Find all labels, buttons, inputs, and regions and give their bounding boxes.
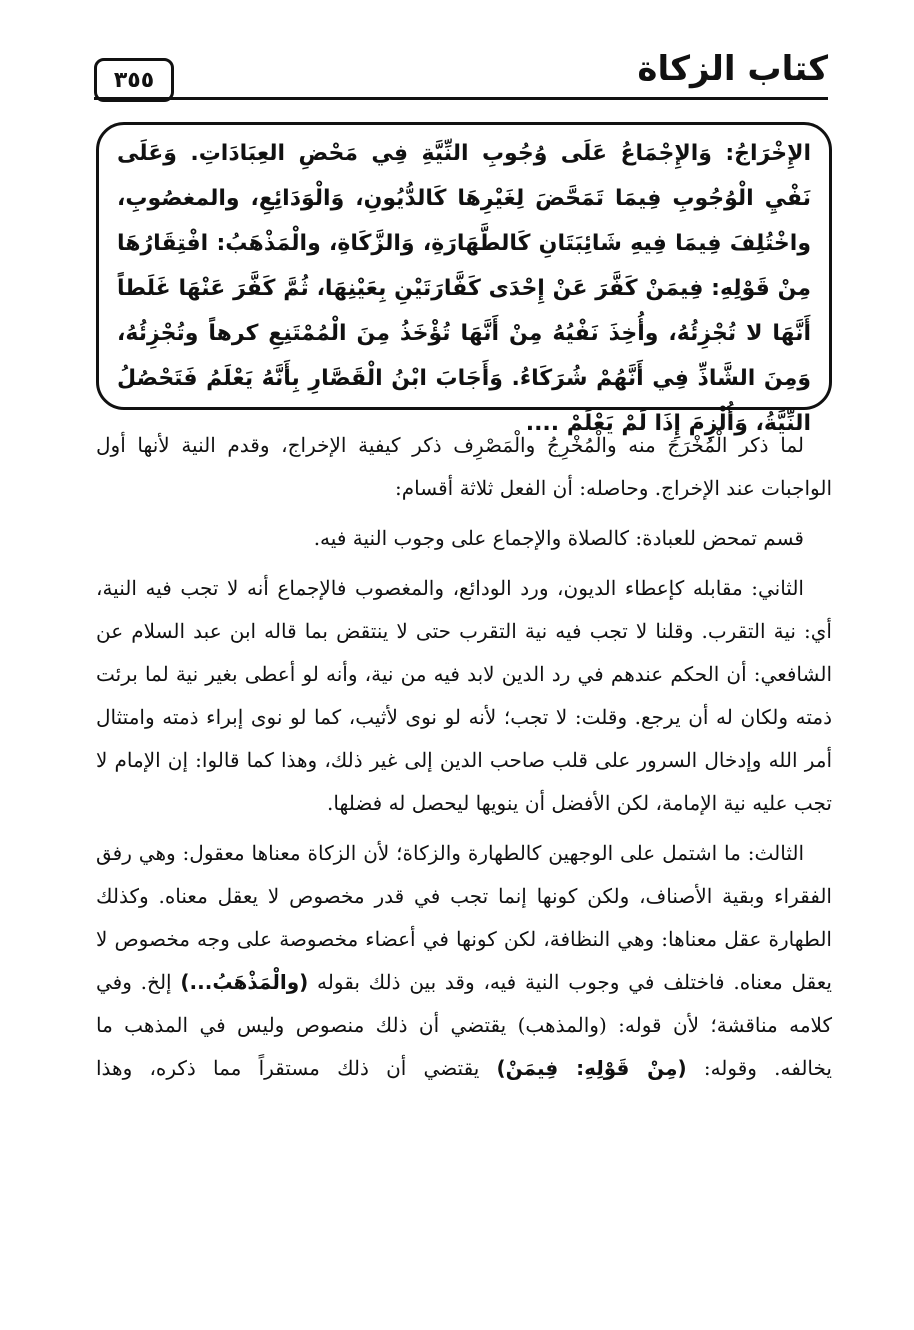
paragraph-4-text-middle: إلخ. وفي كلامه مناقشة؛ لأن قوله: (والمذهب) يقتضي أن ذلك منصوص وليس في المذهب ما يخالفه. وقوله:	[96, 970, 832, 1080]
commentary-paragraph-3: الثاني: مقابله كإعطاء الديون، ورد الودائع، والمغصوب فالإجماع أنه لا تجب فيه النية، أي: نية التقرب. وقلنا لا تجب فيه نية التقرب حتى لا ينتقض بما قاله ابن عبد السلام عن الشافعي: أن الحكم عندهم في رد الدين لابد فيه من نية، وأنه لو أعطى بغير نية لما برئت ذمته ولكان له أن يرجع. وقلت: لا تجب؛ لأنه لو نوى لأثيب، كما لو نوى إبراء ذمته وامتثال أمر الله وإدخال السرور على قلب صاحب الدين إلى غير ذلك، وهذا كما قالوا: إن الإمام لا تجب عليه نية الإمامة، لكن الأفضل أن ينويها ليحصل له فضلها.	[96, 576, 832, 815]
matn-text-box	[96, 122, 832, 436]
chapter-title: كتاب الزكاة	[637, 49, 828, 89]
commentary-paragraph-4	[96, 832, 832, 1090]
header-divider	[94, 97, 828, 100]
matn-text: الإِخْرَاجُ: وَالإِجْمَاعُ عَلَى وُجُوبِ النِّيَّةِ فِي مَحْضِ العِبَادَاتِ. وَعَلَى نَفْيِ الْوُجُوبِ فِيمَا تَمَحَّضَ لِغَيْرِهَا كَالدُّيُونِ، وَالْوَدَائِعِ، والمغصُوبِ، واخْتُلِفَ فِيمَا فِيهِ شَائِبَتَانِ كَالطَّهَارَةِ، وَالزَّكَاةِ، والْمَذْهَبُ: افْتِقَارُهَا مِنْ قَوْلِهِ: فِيمَنْ كَفَّرَ عَنْ إِحْدَى كَفَّارَتَيْنِ بِعَيْنِهَا، ثُمَّ كَفَّرَ عَنْهَا غَلَطاً أَنَّهَا لا تُجْزِئُهُ، وأُخِذَ نَفْيُهُ مِنْ أَنَّهَا تُؤْخَذُ مِنَ الْمُمْتَنِعِ كرهاً وتُجْزِئُهُ، وَمِنَ الشَّاذِّ فِي أَنَّهُمْ شُرَكَاءُ. وَأَجَابَ ابْنُ الْقَصَّارِ بِأَنَّهُ يَعْلَمُ فَتَحْصُلُ النِّيَّةُ، وَأُلْزِمَ إِذَا لَمْ يَعْلَمْ ....	[117, 141, 811, 436]
commentary-body	[96, 424, 832, 1097]
quoted-matn-min-qawlihi: (مِنْ قَوْلِهِ: فِيمَنْ)	[496, 1056, 687, 1080]
commentary-paragraph-1: لما ذكر الْمُخْرَجَ منه والْمُخْرِجُ والْمَصْرِف ذكر كيفية الإخراج، وقدم النية لأنها أول الواجبات عند الإخراج. وحاصله: أن الفعل ثلاثة أقسام:	[96, 433, 832, 500]
commentary-paragraph-2: قسم تمحض للعبادة: كالصلاة والإجماع على وجوب النية فيه.	[313, 526, 804, 550]
page-number: ٣٥٥	[94, 58, 174, 102]
quoted-matn-almadhhab: (والْمَذْهَبُ...)	[180, 970, 309, 994]
paragraph-4-text-end: يقتضي أن ذلك مستقراً مما ذكره، وهذا	[96, 1056, 497, 1080]
paragraph-4-text-start: الثالث: ما اشتمل على الوجهين كالطهارة والزكاة؛ لأن الزكاة معناها معقول: وهي رفق الفقراء وبقية الأصناف، ولكن كونها إنما تجب في قدر مخصوص لا يعقل معناه. وكذلك الطهارة عقل معناها: وهي النظافة، لكن كونها في أعضاء مخصوصة على وجه مخصوص لا يعقل معناه. فاختلف في وجوب النية فيه، وقد بين ذلك بقوله	[96, 841, 832, 994]
